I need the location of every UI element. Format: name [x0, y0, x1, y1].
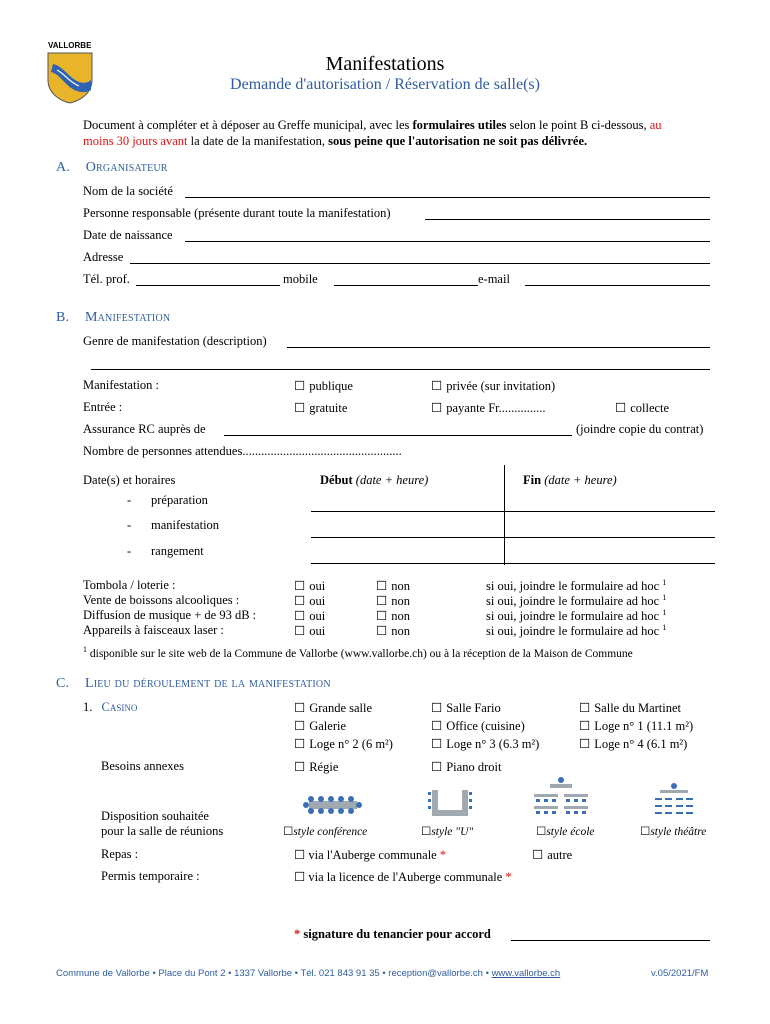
room-loge1-checkbox[interactable]: ☐ Loge n° 1 (11.1 m²): [579, 718, 693, 734]
mobile-label: mobile: [283, 272, 318, 286]
signature-label: * signature du tenancier pour accord: [294, 927, 491, 941]
tombola-note: si oui, joindre le formulaire ad hoc $^1$: [486, 578, 667, 594]
phase-manifestation: manifestation: [151, 518, 220, 532]
page-subtitle: Demande d'autorisation / Réservation de salle(s): [230, 76, 540, 93]
theatre-layout-icon: [652, 783, 696, 817]
tel-field[interactable]: [136, 285, 280, 286]
style-conference-checkbox[interactable]: ☐style conférence: [283, 826, 368, 838]
assurance-field[interactable]: [224, 435, 572, 436]
room-grande-salle-checkbox[interactable]: ☐ Grande salle: [294, 700, 372, 716]
yesno-row: Appareils à faisceaux laser :: [83, 623, 224, 637]
room-loge3-checkbox[interactable]: ☐ Loge n° 3 (6.3 m²): [431, 736, 539, 752]
gratuite-checkbox[interactable]: ☐ gratuite: [294, 400, 347, 416]
room-loge2-checkbox[interactable]: ☐ Loge n° 2 (6 m²): [294, 736, 393, 752]
section-b-heading: B. Manifestation: [56, 310, 171, 325]
style-ecole-checkbox[interactable]: ☐style école: [536, 826, 595, 838]
tombola-oui-checkbox[interactable]: ☐ oui: [294, 578, 325, 594]
alcool-non-checkbox[interactable]: ☐ non: [376, 593, 410, 609]
assurance-label: Assurance RC auprès de: [83, 422, 206, 436]
u-layout-icon: [428, 786, 472, 818]
dash-1: -: [127, 493, 132, 507]
yesno-row: Diffusion de musique + de 93 dB :: [83, 608, 257, 622]
birthdate-field[interactable]: [185, 241, 710, 242]
manifestation-label: Manifestation :: [83, 378, 160, 392]
dates-label: Date(s) et horaires: [83, 473, 176, 487]
room-salle-fario-checkbox[interactable]: ☐ Salle Fario: [431, 700, 501, 716]
footer-version: v.05/2021/FM: [651, 968, 709, 979]
email-label: e-mail: [478, 272, 510, 286]
laser-oui-checkbox[interactable]: ☐ oui: [294, 623, 325, 639]
room-galerie-checkbox[interactable]: ☐ Galerie: [294, 718, 346, 734]
table-row-line[interactable]: [311, 563, 715, 564]
nombre-personnes[interactable]: Nombre de personnes attendues...................................................: [83, 444, 402, 458]
casino-heading: 1. Casino: [83, 700, 138, 714]
musique-non-checkbox[interactable]: ☐ non: [376, 608, 410, 624]
fin-header: Fin (date + heure): [523, 473, 617, 487]
room-office-checkbox[interactable]: ☐ Office (cuisine): [431, 718, 525, 734]
table-divider: [504, 465, 505, 565]
mobile-field[interactable]: [334, 285, 478, 286]
room-salle-martinet-checkbox[interactable]: ☐ Salle du Martinet: [579, 700, 681, 716]
school-layout-icon: [532, 776, 590, 816]
table-row-line[interactable]: [311, 511, 715, 512]
repas-auberge-checkbox[interactable]: ☐ via l'Auberge communale *: [294, 848, 447, 862]
footnote: $^1$ disponible sur le site web de la Commune de Vallorbe (www.vallorbe.ch) ou à la réception de la Maison de Commune: [83, 645, 633, 660]
tombola-non-checkbox[interactable]: ☐ non: [376, 578, 410, 594]
room-loge4-checkbox[interactable]: ☐ Loge n° 4 (6.1 m²): [579, 736, 687, 752]
phase-preparation: préparation: [151, 493, 208, 507]
footer-contact: Commune de Vallorbe • Place du Pont 2 • 1337 Vallorbe • Tél. 021 843 91 35 • reception@vallorbe.ch • www.vallorbe.ch: [56, 968, 561, 979]
genre-field[interactable]: [287, 347, 710, 348]
laser-non-checkbox[interactable]: ☐ non: [376, 623, 410, 639]
yesno-row: Tombola / loterie :: [83, 578, 176, 592]
permis-licence-checkbox[interactable]: ☐ via la licence de l'Auberge communale *: [294, 870, 512, 884]
collecte-checkbox[interactable]: ☐ collecte: [615, 400, 669, 416]
address-field[interactable]: [130, 263, 710, 264]
alcool-oui-checkbox[interactable]: ☐ oui: [294, 593, 325, 609]
permis-label: Permis temporaire :: [101, 869, 200, 883]
section-c-heading: C. Lieu du déroulement de la manifestation: [56, 676, 331, 691]
responsible-field[interactable]: [425, 219, 710, 220]
genre-label: Genre de manifestation (description): [83, 334, 267, 348]
dash-3: -: [127, 544, 132, 558]
disposition-label: Disposition souhaitée pour la salle de réunions: [101, 809, 224, 838]
musique-note: si oui, joindre le formulaire ad hoc $^1$: [486, 608, 667, 624]
dash-2: -: [127, 518, 132, 532]
entree-label: Entrée :: [83, 400, 123, 414]
payante-checkbox[interactable]: ☐ payante Fr...............: [431, 400, 546, 416]
page-title: Manifestations: [325, 53, 445, 75]
style-theatre-checkbox[interactable]: ☐style théâtre: [640, 826, 707, 838]
debut-header: Début (date + heure): [320, 473, 429, 487]
address-label: Adresse: [83, 250, 124, 264]
alcool-note: si oui, joindre le formulaire ad hoc $^1$: [486, 593, 667, 609]
genre-field-line2[interactable]: [91, 369, 710, 370]
publique-checkbox[interactable]: ☐ publique: [294, 378, 353, 394]
table-row-line[interactable]: [311, 537, 715, 538]
tel-label: Tél. prof.: [83, 272, 130, 286]
style-u-checkbox[interactable]: ☐style "U": [421, 826, 474, 838]
piano-checkbox[interactable]: ☐ Piano droit: [431, 759, 501, 775]
musique-oui-checkbox[interactable]: ☐ oui: [294, 608, 325, 624]
logo-label: VALLORBE: [48, 41, 92, 50]
yesno-row: Vente de boissons alcooliques :: [83, 593, 240, 607]
privee-checkbox[interactable]: ☐ privée (sur invitation): [431, 378, 555, 394]
birthdate-label: Date de naissance: [83, 228, 173, 242]
repas-autre-checkbox[interactable]: ☐ autre: [532, 847, 572, 863]
besoins-label: Besoins annexes: [101, 759, 184, 773]
regie-checkbox[interactable]: ☐ Régie: [294, 759, 338, 775]
company-label: Nom de la société: [83, 184, 173, 198]
joindre-note: (joindre copie du contrat): [576, 422, 704, 436]
conference-layout-icon: [303, 793, 363, 817]
signature-field[interactable]: [511, 940, 710, 941]
phase-rangement: rangement: [151, 544, 204, 558]
email-field[interactable]: [525, 285, 710, 286]
company-field[interactable]: [185, 197, 710, 198]
section-a-heading: A. Organisateur: [56, 160, 168, 175]
repas-label: Repas :: [101, 847, 139, 861]
footer-website-link[interactable]: www.vallorbe.ch: [491, 968, 561, 979]
responsible-label: Personne responsable (présente durant toute la manifestation): [83, 206, 391, 220]
intro-paragraph: Document à compléter et à déposer au Greffe municipal, avec les formulaires utiles selon le point B ci-dessous, au moins 30 jours avant la date de la manifestation, sous peine que l'autorisation ne soit pas délivrée.: [83, 118, 662, 148]
laser-note: si oui, joindre le formulaire ad hoc $^1$: [486, 623, 667, 639]
